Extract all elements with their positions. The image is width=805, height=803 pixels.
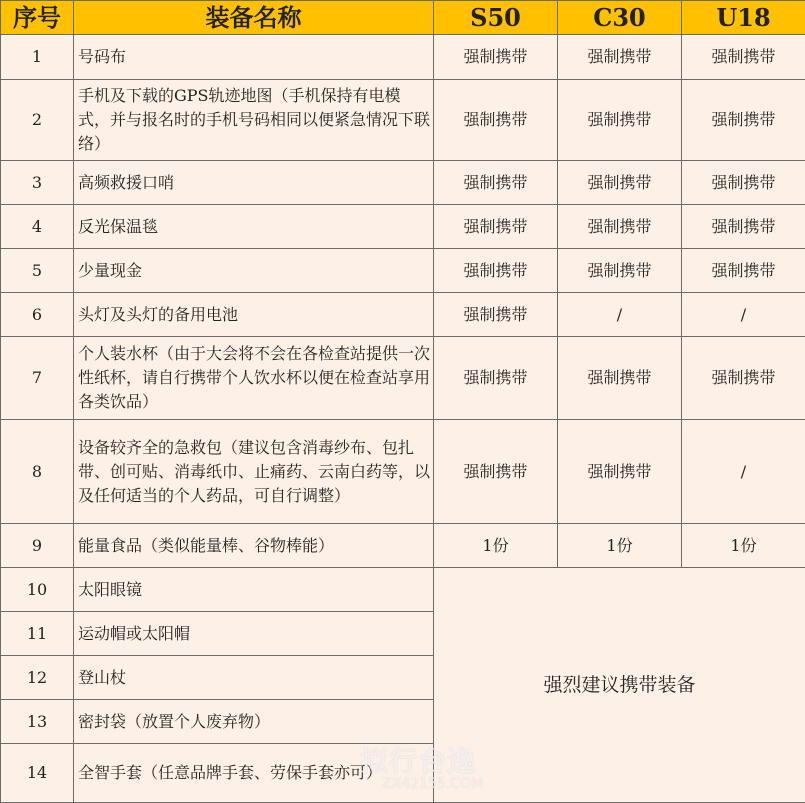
row-number: 4 <box>1 205 74 249</box>
watermark-url: ZX42155.COM <box>382 776 484 792</box>
c30-requirement: 强制携带 <box>558 337 682 420</box>
s50-requirement: 强制携带 <box>434 337 558 420</box>
item-name: 运动帽或太阳帽 <box>74 612 434 656</box>
recommended-note: 强烈建议携带装备 <box>434 568 805 803</box>
item-name: 个人装水杯（由于大会将不会在各检查站提供一次性纸杯，请自行携带个人饮水杯以便在检查站享用各类饮品） <box>74 337 434 420</box>
s50-requirement: 强制携带 <box>434 161 558 205</box>
u18-requirement: 强制携带 <box>682 80 805 161</box>
header-s50: S50 <box>434 1 558 35</box>
header-no: 序号 <box>1 1 74 35</box>
row-number: 6 <box>1 293 74 337</box>
table-row <box>1 568 805 612</box>
row-number: 11 <box>1 612 74 656</box>
s50-requirement: 强制携带 <box>434 293 558 337</box>
item-name: 设备较齐全的急救包（建议包含消毒纱布、包扎带、创可贴、消毒纸巾、止痛药、云南白药等，以及任何适当的个人药品，可自行调整） <box>74 420 434 524</box>
row-number: 9 <box>1 524 74 568</box>
item-name: 密封袋（放置个人废弃物） <box>74 700 434 744</box>
row-number: 1 <box>1 35 74 80</box>
row-number: 12 <box>1 656 74 700</box>
item-name: 手机及下载的GPS轨迹地图（手机保持有电模式，并与报名时的手机号码相同以便紧急情况下联络） <box>74 80 434 161</box>
row-number: 13 <box>1 700 74 744</box>
table-row <box>1 35 805 80</box>
row-number: 3 <box>1 161 74 205</box>
table-row <box>1 337 805 420</box>
u18-requirement: / <box>682 420 805 524</box>
table-row <box>1 249 805 293</box>
c30-requirement: 强制携带 <box>558 420 682 524</box>
u18-requirement: 强制携带 <box>682 161 805 205</box>
row-number: 5 <box>1 249 74 293</box>
row-number: 8 <box>1 420 74 524</box>
item-name: 高频救援口哨 <box>74 161 434 205</box>
s50-requirement: 1份 <box>434 524 558 568</box>
row-number: 14 <box>1 744 74 803</box>
u18-requirement: 强制携带 <box>682 35 805 80</box>
c30-requirement: 强制携带 <box>558 35 682 80</box>
u18-requirement: 1份 <box>682 524 805 568</box>
row-number: 10 <box>1 568 74 612</box>
c30-requirement: 强制携带 <box>558 80 682 161</box>
s50-requirement: 强制携带 <box>434 205 558 249</box>
s50-requirement: 强制携带 <box>434 249 558 293</box>
item-name: 头灯及头灯的备用电池 <box>74 293 434 337</box>
row-number: 7 <box>1 337 74 420</box>
c30-requirement: 1份 <box>558 524 682 568</box>
s50-requirement: 强制携带 <box>434 80 558 161</box>
u18-requirement: / <box>682 293 805 337</box>
u18-requirement: 强制携带 <box>682 249 805 293</box>
item-name: 号码布 <box>74 35 434 80</box>
watermark-title: 拟行台逸 <box>360 745 477 778</box>
item-name: 全智手套（任意品牌手套、劳保手套亦可） <box>74 744 434 803</box>
s50-requirement: 强制携带 <box>434 35 558 80</box>
header-c30: C30 <box>558 1 682 35</box>
c30-requirement: 强制携带 <box>558 249 682 293</box>
table-row <box>1 80 805 161</box>
c30-requirement: 强制携带 <box>558 205 682 249</box>
header-row <box>1 1 805 35</box>
table-row <box>1 205 805 249</box>
table-row <box>1 293 805 337</box>
u18-requirement: 强制携带 <box>682 205 805 249</box>
c30-requirement: / <box>558 293 682 337</box>
item-name: 反光保温毯 <box>74 205 434 249</box>
row-number: 2 <box>1 80 74 161</box>
table-row <box>1 420 805 524</box>
u18-requirement: 强制携带 <box>682 337 805 420</box>
table-row <box>1 161 805 205</box>
item-name: 少量现金 <box>74 249 434 293</box>
header-name: 装备名称 <box>74 1 434 35</box>
item-name: 太阳眼镜 <box>74 568 434 612</box>
c30-requirement: 强制携带 <box>558 161 682 205</box>
table-row <box>1 524 805 568</box>
item-name: 能量食品（类似能量棒、谷物棒能） <box>74 524 434 568</box>
s50-requirement: 强制携带 <box>434 420 558 524</box>
header-u18: U18 <box>682 1 805 35</box>
item-name: 登山杖 <box>74 656 434 700</box>
